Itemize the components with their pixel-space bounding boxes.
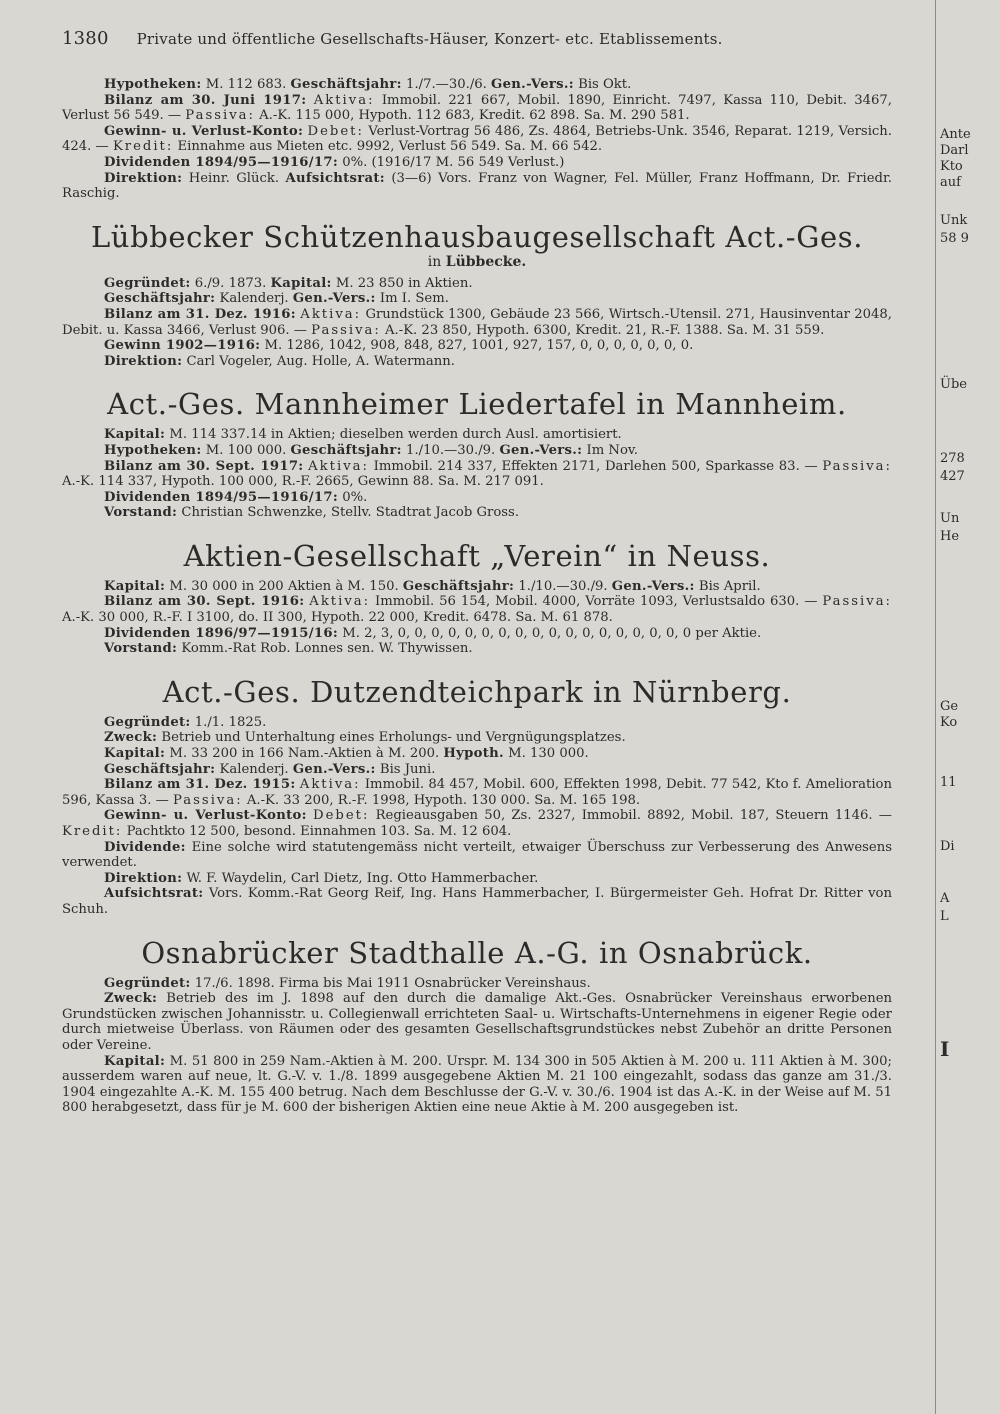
field-label: Gen.-Vers.:	[292, 291, 376, 307]
field-label: Passiva:	[822, 458, 892, 474]
location-prefix: in	[427, 253, 446, 270]
field-value: Im I. Sem.	[375, 291, 449, 307]
field-label: Kredit:	[112, 139, 174, 155]
field-label: Hypotheken:	[104, 442, 202, 458]
entry-line	[62, 886, 892, 917]
field-value: M. 130 000.	[503, 746, 589, 762]
field-value: M. 51 800 in 259 Nam.-Aktien à M. 200. Urspr. M. 134 300 in 505 Aktien à M. 200 u. 111 Aktien à M. 300; ausserdem waren auf neue, lt. G.-V. v. 1./8. 1899 ausgegebene Aktien M. 21 100 eingezahlt, sodass das ganze am 31./3. 1904 eingezahlte A.-K. M. 155 400 betrug. Nach dem Beschlusse der G.-V. v. 30./6. 1904 ist das A.-K. in der Weise auf M. 51 800 herabgesetzt, dass für je M. 600 der bisherigen Aktien eine neue Aktie à M. 200 ausgegeben ist.	[62, 1053, 892, 1116]
field-value: Bis Okt.	[573, 77, 632, 92]
margin-fragment: Di	[940, 839, 955, 854]
margin-fragment: auf	[940, 175, 961, 190]
entry-line	[62, 276, 892, 292]
entry-line	[62, 579, 892, 595]
adjacent-page-margin	[935, 0, 1000, 1414]
field-value: (3—6) Vors. Franz von Wagner, Fel. Müller, Franz Hoffmann, Dr. Friedr. Raschig.	[62, 170, 892, 202]
field-value: M. 100 000.	[201, 442, 291, 458]
entry-line	[62, 490, 892, 506]
entry-line	[62, 1054, 892, 1116]
field-label: Vorstand:	[104, 505, 178, 521]
field-label: Geschäftsjahr:	[104, 761, 216, 777]
entry-line	[62, 808, 892, 839]
company-entry	[62, 220, 892, 370]
field-label: Debet:	[313, 808, 370, 824]
field-label: Geschäftsjahr:	[402, 578, 515, 594]
margin-fragment: 427	[940, 469, 965, 484]
entry-line	[62, 124, 892, 155]
field-value: Pachtkto 12 500, besond. Einnahmen 103. Sa. M. 12 604.	[122, 824, 512, 839]
entry-line	[62, 291, 892, 307]
field-label: Gewinn- u. Verlust-Konto:	[104, 123, 304, 139]
field-label: Dividende:	[104, 839, 186, 855]
entry-line	[62, 746, 892, 762]
entry-line	[62, 427, 892, 443]
entry-line	[62, 171, 892, 202]
field-label: Aktiva:	[300, 306, 362, 322]
margin-fragment: Kto	[940, 159, 963, 174]
page-number: 1380	[62, 28, 109, 49]
company-title: Lübbecker Schützenhausbaugesellschaft Act.-Ges.	[90, 219, 864, 254]
margin-fragment: Darl	[940, 143, 969, 158]
field-label: Geschäftsjahr:	[290, 77, 402, 92]
field-value: Bis Juni.	[375, 761, 436, 777]
entry-line	[62, 594, 892, 625]
entry-line	[62, 715, 892, 731]
company-entry	[62, 387, 892, 521]
field-value: M. 112 683.	[201, 77, 291, 92]
field-value: M. 23 850 in Aktien.	[331, 275, 473, 291]
field-value: Bis April.	[694, 578, 761, 594]
field-value: M. 1286, 1042, 908, 848, 827, 1001, 927, 157, 0, 0, 0, 0, 0, 0, 0.	[260, 338, 694, 354]
field-label: Geschäftsjahr:	[104, 291, 216, 307]
company-title: Act.-Ges. Dutzendteichpark in Nürnberg.	[162, 674, 792, 709]
field-label: Dividenden 1896/97—1915/16:	[104, 625, 339, 641]
entry-line	[62, 976, 892, 992]
field-value: 17./6. 1898. Firma bis Mai 1911 Osnabrücker Vereinshaus.	[190, 975, 591, 991]
field-value: Kalenderj.	[215, 761, 293, 777]
entry-line	[62, 641, 892, 657]
field-value: A.-K. 23 850, Hypoth. 6300, Kredit. 21, R.-F. 1388. Sa. M. 31 559.	[380, 322, 825, 338]
field-label: Gegründet:	[104, 975, 191, 991]
margin-fragment: Ko	[940, 715, 958, 730]
margin-fragment: He	[940, 529, 960, 544]
field-value: M. 30 000 in 200 Aktien à M. 150.	[165, 578, 403, 594]
field-value: M. 33 200 in 166 Nam.-Aktien à M. 200.	[165, 746, 444, 762]
field-value: Carl Vogeler, Aug. Holle, A. Watermann.	[182, 353, 455, 369]
field-value: A.-K. 33 200, R.-F. 1998, Hypoth. 130 000. Sa. M. 165 198.	[242, 792, 641, 808]
field-value: Vors. Komm.-Rat Georg Reif, Ing. Hans Hammerbacher, I. Bürgermeister Geh. Hofrat Dr. Ritter von Schuh.	[62, 886, 892, 917]
field-value: Christian Schwenzke, Stellv. Stadtrat Jacob Gross.	[177, 505, 520, 521]
field-value: Komm.-Rat Rob. Lonnes sen. W. Thywissen.	[177, 641, 473, 657]
entry-line	[62, 155, 892, 171]
company-entry	[62, 539, 892, 657]
field-label: Dividenden 1894/95—1916/17:	[104, 154, 339, 170]
field-label: Aktiva:	[313, 92, 375, 108]
field-value: A.-K. 115 000, Hypoth. 112 683, Kredit. 62 898. Sa. M. 290 581.	[254, 108, 690, 124]
field-value: Im Nov.	[582, 442, 638, 458]
field-label: Bilanz am 30. Juni 1917:	[104, 92, 307, 108]
entry-line	[62, 505, 892, 521]
field-value: M. 2, 3, 0, 0, 0, 0, 0, 0, 0, 0, 0, 0, 0, 0, 0, 0, 0, 0, 0, 0 per Aktie.	[338, 625, 762, 641]
field-value: Kalenderj.	[215, 291, 293, 307]
margin-fragment: A	[940, 891, 950, 906]
field-label: Geschäftsjahr:	[290, 442, 402, 458]
field-label: Bilanz am 30. Sept. 1916:	[104, 594, 305, 610]
entry-line	[62, 871, 892, 887]
field-value: 1./7.—30./6.	[401, 77, 492, 92]
field-label: Bilanz am 31. Dez. 1916:	[104, 306, 296, 322]
margin-fragment: Unk	[940, 213, 968, 228]
entry-line	[62, 307, 892, 338]
field-label: Aufsichtsrat:	[104, 886, 204, 902]
entry-line	[62, 93, 892, 124]
margin-fragment: Ante	[940, 127, 971, 142]
margin-fragment: Un	[940, 511, 960, 526]
field-label: Gen.-Vers.:	[499, 442, 583, 458]
field-label: Kapital:	[270, 275, 332, 291]
field-label: Kapital:	[104, 427, 166, 443]
entry-line	[62, 991, 892, 1053]
field-label: Kapital:	[104, 746, 166, 762]
company-entry	[62, 675, 892, 918]
field-value: Grundstück 1300, Gebäude 23 566, Wirtsch.-Utensil. 271, Hausinventar 2048, Debit. u. Kassa 3466, Verlust 906. —	[62, 306, 892, 338]
page-header	[62, 28, 892, 49]
field-value: Betrieb und Unterhaltung eines Erholungs- und Vergnügungsplatzes.	[157, 730, 626, 746]
field-label: Kapital:	[104, 578, 166, 594]
field-value: 0%. (1916/17 M. 56 549 Verlust.)	[338, 154, 565, 170]
field-value: A.-K. 30 000, R.-F. I 3100, do. II 300, Hypoth. 22 000, Kredit. 6478. Sa. M. 61 878.	[62, 610, 613, 626]
field-label: Gewinn 1902—1916:	[104, 338, 261, 354]
running-title: Private und öffentliche Gesellschafts-Häuser, Konzert- etc. Etablissements.	[136, 30, 723, 48]
field-value: A.-K. 114 337, Hypoth. 100 000, R.-F. 2665, Gewinn 88. Sa. M. 217 091.	[62, 474, 544, 490]
field-label: Gegründet:	[104, 714, 191, 730]
field-label: Gewinn- u. Verlust-Konto:	[104, 808, 307, 824]
margin-fragment: 58 9	[940, 231, 969, 246]
entry-line	[62, 777, 892, 808]
field-label: Passiva:	[822, 594, 892, 610]
margin-fragment: 278	[940, 451, 965, 466]
company-title: Aktien-Gesellschaft „Verein“ in Neuss.	[183, 538, 771, 573]
field-label: Gen.-Vers.:	[491, 77, 574, 92]
field-label: Aktiva:	[309, 594, 371, 610]
main-column	[62, 28, 892, 1116]
entry-line	[62, 626, 892, 642]
field-label: Hypoth.	[443, 746, 504, 762]
margin-fragment: I	[940, 1037, 950, 1061]
company-list	[62, 220, 892, 1116]
margin-fragment: L	[940, 909, 949, 924]
field-value: Immobil. 56 154, Mobil. 4000, Vorräte 1093, Verlustsaldo 630. —	[370, 594, 823, 610]
field-label: Gegründet:	[104, 275, 191, 291]
field-label: Gen.-Vers.:	[611, 578, 695, 594]
company-title: Osnabrücker Stadthalle A.-G. in Osnabrück.	[141, 935, 813, 970]
field-label: Kredit:	[62, 824, 123, 839]
entry-line	[62, 840, 892, 871]
field-value: Heinr. Glück.	[182, 170, 286, 186]
field-value: M. 114 337.14 in Aktien; dieselben werden durch Ausl. amortisiert.	[165, 427, 622, 443]
margin-fragment: 11	[940, 775, 957, 790]
field-value: 1./10.—30./9.	[514, 578, 612, 594]
company-title: Act.-Ges. Mannheimer Liedertafel in Mannheim.	[107, 387, 847, 422]
field-value: 0%.	[338, 489, 368, 505]
field-label: Hypotheken:	[104, 77, 202, 92]
field-value: Immobil. 84 457, Mobil. 600, Effekten 1998, Debit. 77 542, Kto f. Amelioration 596, Kassa 3. —	[62, 777, 892, 808]
field-value: Immobil. 214 337, Effekten 2171, Darlehen 500, Sparkasse 83. —	[368, 458, 823, 474]
entry-line	[62, 354, 892, 370]
company-entry	[62, 936, 892, 1116]
field-label: Vorstand:	[104, 641, 178, 657]
field-label: Zweck:	[104, 730, 158, 746]
field-label: Aktiva:	[299, 777, 361, 793]
field-value: Betrieb des im J. 1898 auf den durch die damalige Akt.-Ges. Osnabrücker Vereinshaus erworbenen Grundstücken zwischen Johannisstr. u. Collegienwall errichteten Saal- u. Wirtschafts-Unternehmens in eigener Regie oder durch mietweise Überlass. von Räumen oder des gesamten Gesellschaftsgrundstückes nebst Zubehör an dritte Personen oder Vereine.	[62, 991, 892, 1053]
field-label: Bilanz am 30. Sept. 1917:	[104, 458, 304, 474]
first-entry	[62, 77, 892, 202]
field-label: Kapital:	[104, 1053, 166, 1069]
field-label: Aktiva:	[308, 458, 369, 474]
field-label: Passiva:	[173, 792, 243, 808]
field-label: Dividenden 1894/95—1916/17:	[104, 489, 339, 505]
field-label: Debet:	[307, 123, 364, 139]
field-value: Einnahme aus Mieten etc. 9992, Verlust 56 549. Sa. M. 66 542.	[173, 139, 603, 155]
entry-line	[62, 730, 892, 746]
field-label: Gen.-Vers.:	[292, 761, 376, 777]
entry-line	[62, 459, 892, 490]
field-label: Aufsichtsrat:	[285, 170, 385, 186]
entry-line	[62, 77, 892, 93]
field-value: Regieausgaben 50, Zs. 2327, Immobil. 8892, Mobil. 187, Steuern 1146. —	[369, 808, 892, 824]
field-value: 1./1. 1825.	[190, 714, 267, 730]
entry-line	[62, 443, 892, 459]
margin-fragment: Übe	[940, 377, 967, 392]
field-value: 6./9. 1873.	[190, 275, 271, 291]
field-label: Passiva:	[311, 322, 381, 338]
field-value: Immobil. 221 667, Mobil. 1890, Einricht. 7497, Kassa 110, Debit. 3467, Verlust 56 549. —	[62, 92, 892, 124]
entry-line	[62, 762, 892, 778]
entry-line	[62, 338, 892, 354]
field-value	[306, 93, 313, 108]
field-label: Direktion:	[104, 353, 183, 369]
field-value: 1./10.—30./9.	[401, 442, 500, 458]
location-name: Lübbecke.	[445, 253, 527, 270]
field-value: W. F. Waydelin, Carl Dietz, Ing. Otto Hammerbacher.	[182, 870, 539, 886]
field-label: Bilanz am 31. Dez. 1915:	[104, 777, 296, 793]
company-location	[62, 254, 892, 270]
field-value: Eine solche wird statutengemäss nicht verteilt, etwaiger Überschuss zur Verbesserung des Anwesens verwendet.	[62, 839, 892, 871]
field-label: Zweck:	[104, 991, 158, 1007]
field-label: Passiva:	[185, 108, 255, 124]
field-label: Direktion:	[104, 170, 183, 186]
field-value: Verlust-Vortrag 56 486, Zs. 4864, Betriebs-Unk. 3546, Reparat. 1219, Versich. 424. —	[62, 123, 892, 155]
margin-fragment: Ge	[940, 699, 959, 714]
field-label: Direktion:	[104, 870, 183, 886]
